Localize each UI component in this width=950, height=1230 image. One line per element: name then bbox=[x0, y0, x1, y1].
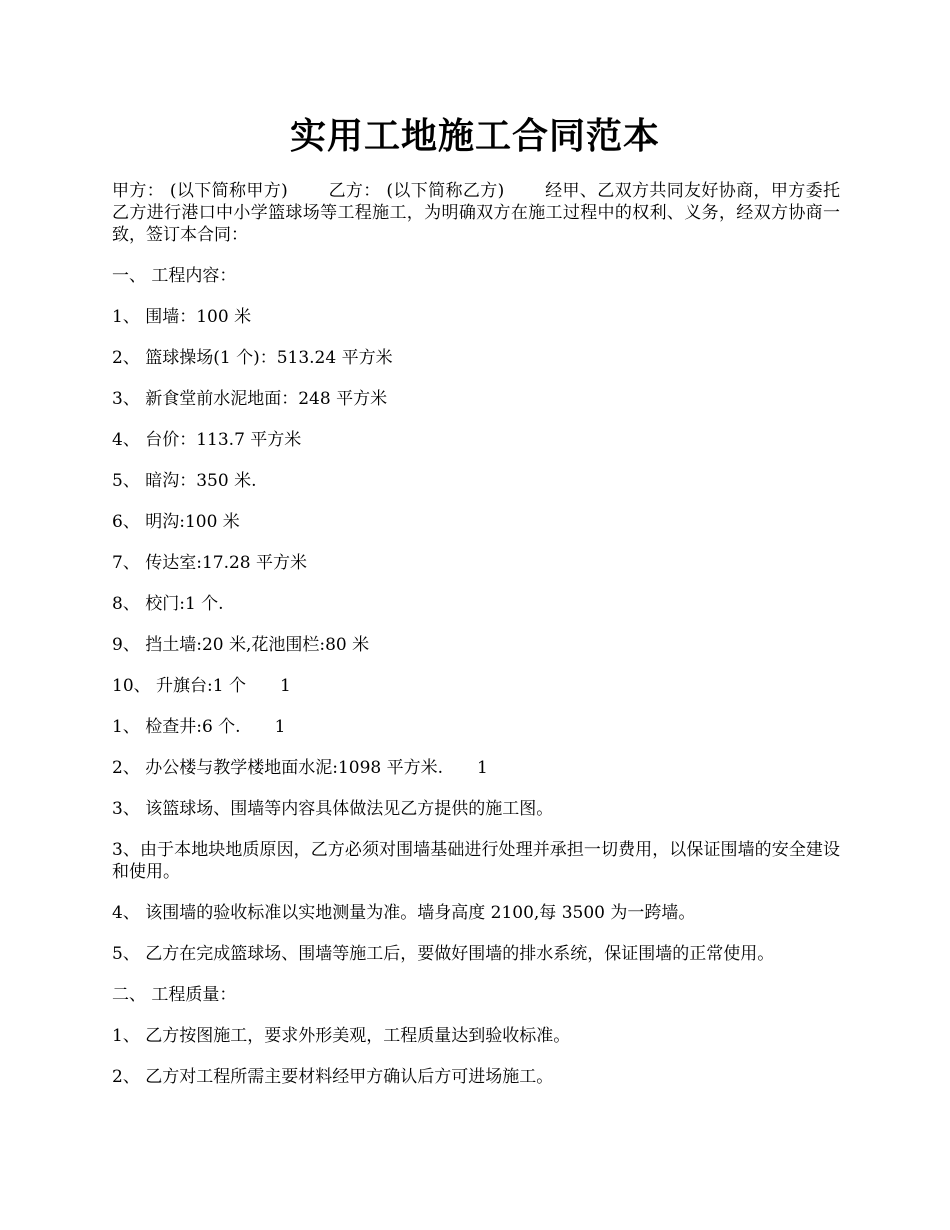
list-item: 3、由于本地块地质原因，乙方必须对围墙基础进行处理并承担一切费用，以保证围墙的安全建设和使用。 bbox=[112, 840, 840, 882]
list-item: 9、 挡土墙:20 米,花池围栏:80 米 bbox=[112, 635, 370, 655]
list-item: 2、 办公楼与教学楼地面水泥:1098 平方米. 1 bbox=[112, 758, 488, 778]
intro-paragraph: 甲方： (以下简称甲方) 乙方： (以下简称乙方) 经甲、乙双方共同友好协商，甲方委托乙方进行港口中小学篮球场等工程施工，为明确双方在施工过程中的权利、义务，经双方协商一致，签订本合同： bbox=[112, 181, 840, 245]
document-body bbox=[112, 180, 840, 1107]
document-title: 实用工地施工合同范本 bbox=[289, 115, 660, 157]
list-item: 1、 围墙：100 米 bbox=[112, 307, 252, 327]
list-item: 7、 传达室:17.28 平方米 bbox=[112, 553, 308, 573]
list-item: 10、 升旗台:1 个 1 bbox=[112, 676, 291, 696]
list-item: 4、 该围墙的验收标准以实地测量为准。墙身高度 2100,每 3500 为一跨墙。 bbox=[112, 903, 696, 923]
list-item: 8、 校门:1 个. bbox=[112, 594, 224, 614]
list-item: 6、 明沟:100 米 bbox=[112, 512, 240, 532]
section-heading-content: 一、 工程内容： bbox=[112, 266, 237, 286]
list-item: 3、 新食堂前水泥地面：248 平方米 bbox=[112, 389, 388, 409]
list-item: 5、 乙方在完成篮球场、围墙等施工后，要做好围墙的排水系统，保证围墙的正常使用。 bbox=[112, 944, 775, 964]
list-item: 2、 乙方对工程所需主要材料经甲方确认后方可进场施工。 bbox=[112, 1067, 554, 1087]
list-item: 4、 台价：113.7 平方米 bbox=[112, 430, 302, 450]
list-item: 1、 检查井:6 个. 1 bbox=[112, 717, 286, 737]
section-heading-quality: 二、 工程质量： bbox=[112, 985, 237, 1005]
list-item: 3、 该篮球场、围墙等内容具体做法见乙方提供的施工图。 bbox=[112, 799, 554, 819]
list-item: 5、 暗沟：350 米. bbox=[112, 471, 257, 491]
list-item: 2、 篮球操场(1 个)：513.24 平方米 bbox=[112, 348, 393, 368]
list-item: 1、 乙方按图施工，要求外形美观，工程质量达到验收标准。 bbox=[112, 1026, 571, 1046]
